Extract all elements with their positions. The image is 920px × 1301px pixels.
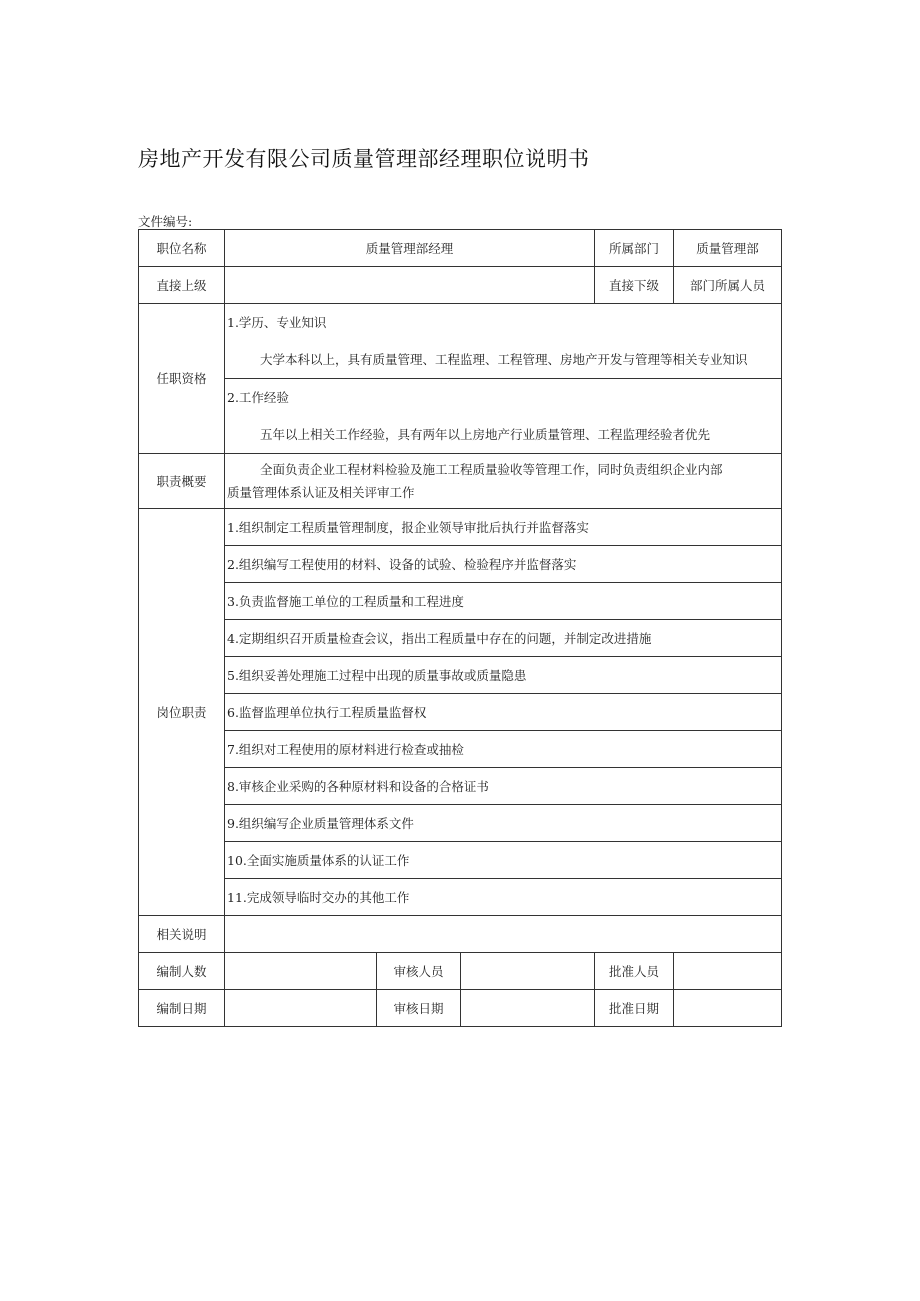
position-row	[139, 230, 782, 267]
qualification-text: 大学本科以上，具有质量管理、工程监理、工程管理、房地产开发与管理等相关专业知识	[260, 352, 748, 367]
document-number-label: 文件编号:	[138, 214, 193, 229]
review-date-value	[461, 990, 595, 1027]
duty-row	[139, 509, 782, 546]
duty-row	[139, 805, 782, 842]
direct-superior-value	[225, 267, 595, 304]
qualification-heading: 2.工作经验	[227, 390, 289, 405]
reviewer-label: 审核人员	[377, 953, 461, 990]
duty-row	[139, 731, 782, 768]
qualifications-row-1	[139, 304, 782, 379]
prepared-count-value	[225, 953, 377, 990]
duty-row	[139, 620, 782, 657]
duty-row	[139, 657, 782, 694]
duty-item: 6.监督监理单位执行工程质量监督权	[225, 694, 782, 731]
duties-label: 岗位职责	[139, 509, 225, 916]
document-title: 房地产开发有限公司质量管理部经理职位说明书	[138, 147, 590, 171]
department-label: 所属部门	[595, 230, 674, 267]
prepared-date-label: 编制日期	[139, 990, 225, 1027]
qualification-experience-cell	[225, 379, 782, 454]
duty-item: 3.负责监督施工单位的工程质量和工程进度	[225, 583, 782, 620]
duty-row	[139, 879, 782, 916]
reviewer-value	[461, 953, 595, 990]
approve-date-label: 批准日期	[595, 990, 674, 1027]
qualification-text: 五年以上相关工作经验，具有两年以上房地产行业质量管理、工程监理经验者优先	[260, 427, 711, 442]
notes-value	[225, 916, 782, 953]
duty-item: 2.组织编写工程使用的材料、设备的试验、检验程序并监督落实	[225, 546, 782, 583]
duty-row	[139, 768, 782, 805]
job-description-table	[138, 229, 782, 1027]
duty-item: 7.组织对工程使用的原材料进行检查或抽检	[225, 731, 782, 768]
duty-item: 11.完成领导临时交办的其他工作	[225, 879, 782, 916]
duty-item: 4.定期组织召开质量检查会议，指出工程质量中存在的问题，并制定改进措施	[225, 620, 782, 657]
qualification-education-cell	[225, 304, 782, 379]
summary-label: 职责概要	[139, 454, 225, 509]
review-date-label: 审核日期	[377, 990, 461, 1027]
duty-item: 8.审核企业采购的各种原材料和设备的合格证书	[225, 768, 782, 805]
qualifications-row-2	[139, 379, 782, 454]
position-name-value: 质量管理部经理	[225, 230, 595, 267]
approve-date-value	[674, 990, 782, 1027]
prepared-count-label: 编制人数	[139, 953, 225, 990]
department-value: 质量管理部	[674, 230, 782, 267]
duty-item: 10.全面实施质量体系的认证工作	[225, 842, 782, 879]
summary-row	[139, 454, 782, 509]
summary-line: 全面负责企业工程材料检验及施工工程质量验收等管理工作，同时负责组织企业内部	[260, 462, 723, 477]
prepared-date-value	[225, 990, 377, 1027]
notes-row	[139, 916, 782, 953]
duty-item: 9.组织编写企业质量管理体系文件	[225, 805, 782, 842]
duty-row	[139, 694, 782, 731]
direct-subordinate-label: 直接下级	[595, 267, 674, 304]
approver-value	[674, 953, 782, 990]
summary-cell	[225, 454, 782, 509]
approver-label: 批准人员	[595, 953, 674, 990]
position-name-label: 职位名称	[139, 230, 225, 267]
duty-row	[139, 842, 782, 879]
qualification-heading: 1.学历、专业知识	[227, 315, 327, 330]
sign-row	[139, 953, 782, 990]
duty-row	[139, 546, 782, 583]
qualifications-label: 任职资格	[139, 304, 225, 454]
direct-superior-label: 直接上级	[139, 267, 225, 304]
duty-row	[139, 583, 782, 620]
reporting-row	[139, 267, 782, 304]
notes-label: 相关说明	[139, 916, 225, 953]
duty-item: 1.组织制定工程质量管理制度，报企业领导审批后执行并监督落实	[225, 509, 782, 546]
direct-subordinate-value: 部门所属人员	[674, 267, 782, 304]
sign-row	[139, 990, 782, 1027]
duty-item: 5.组织妥善处理施工过程中出现的质量事故或质量隐患	[225, 657, 782, 694]
summary-line: 质量管理体系认证及相关评审工作	[227, 485, 415, 500]
